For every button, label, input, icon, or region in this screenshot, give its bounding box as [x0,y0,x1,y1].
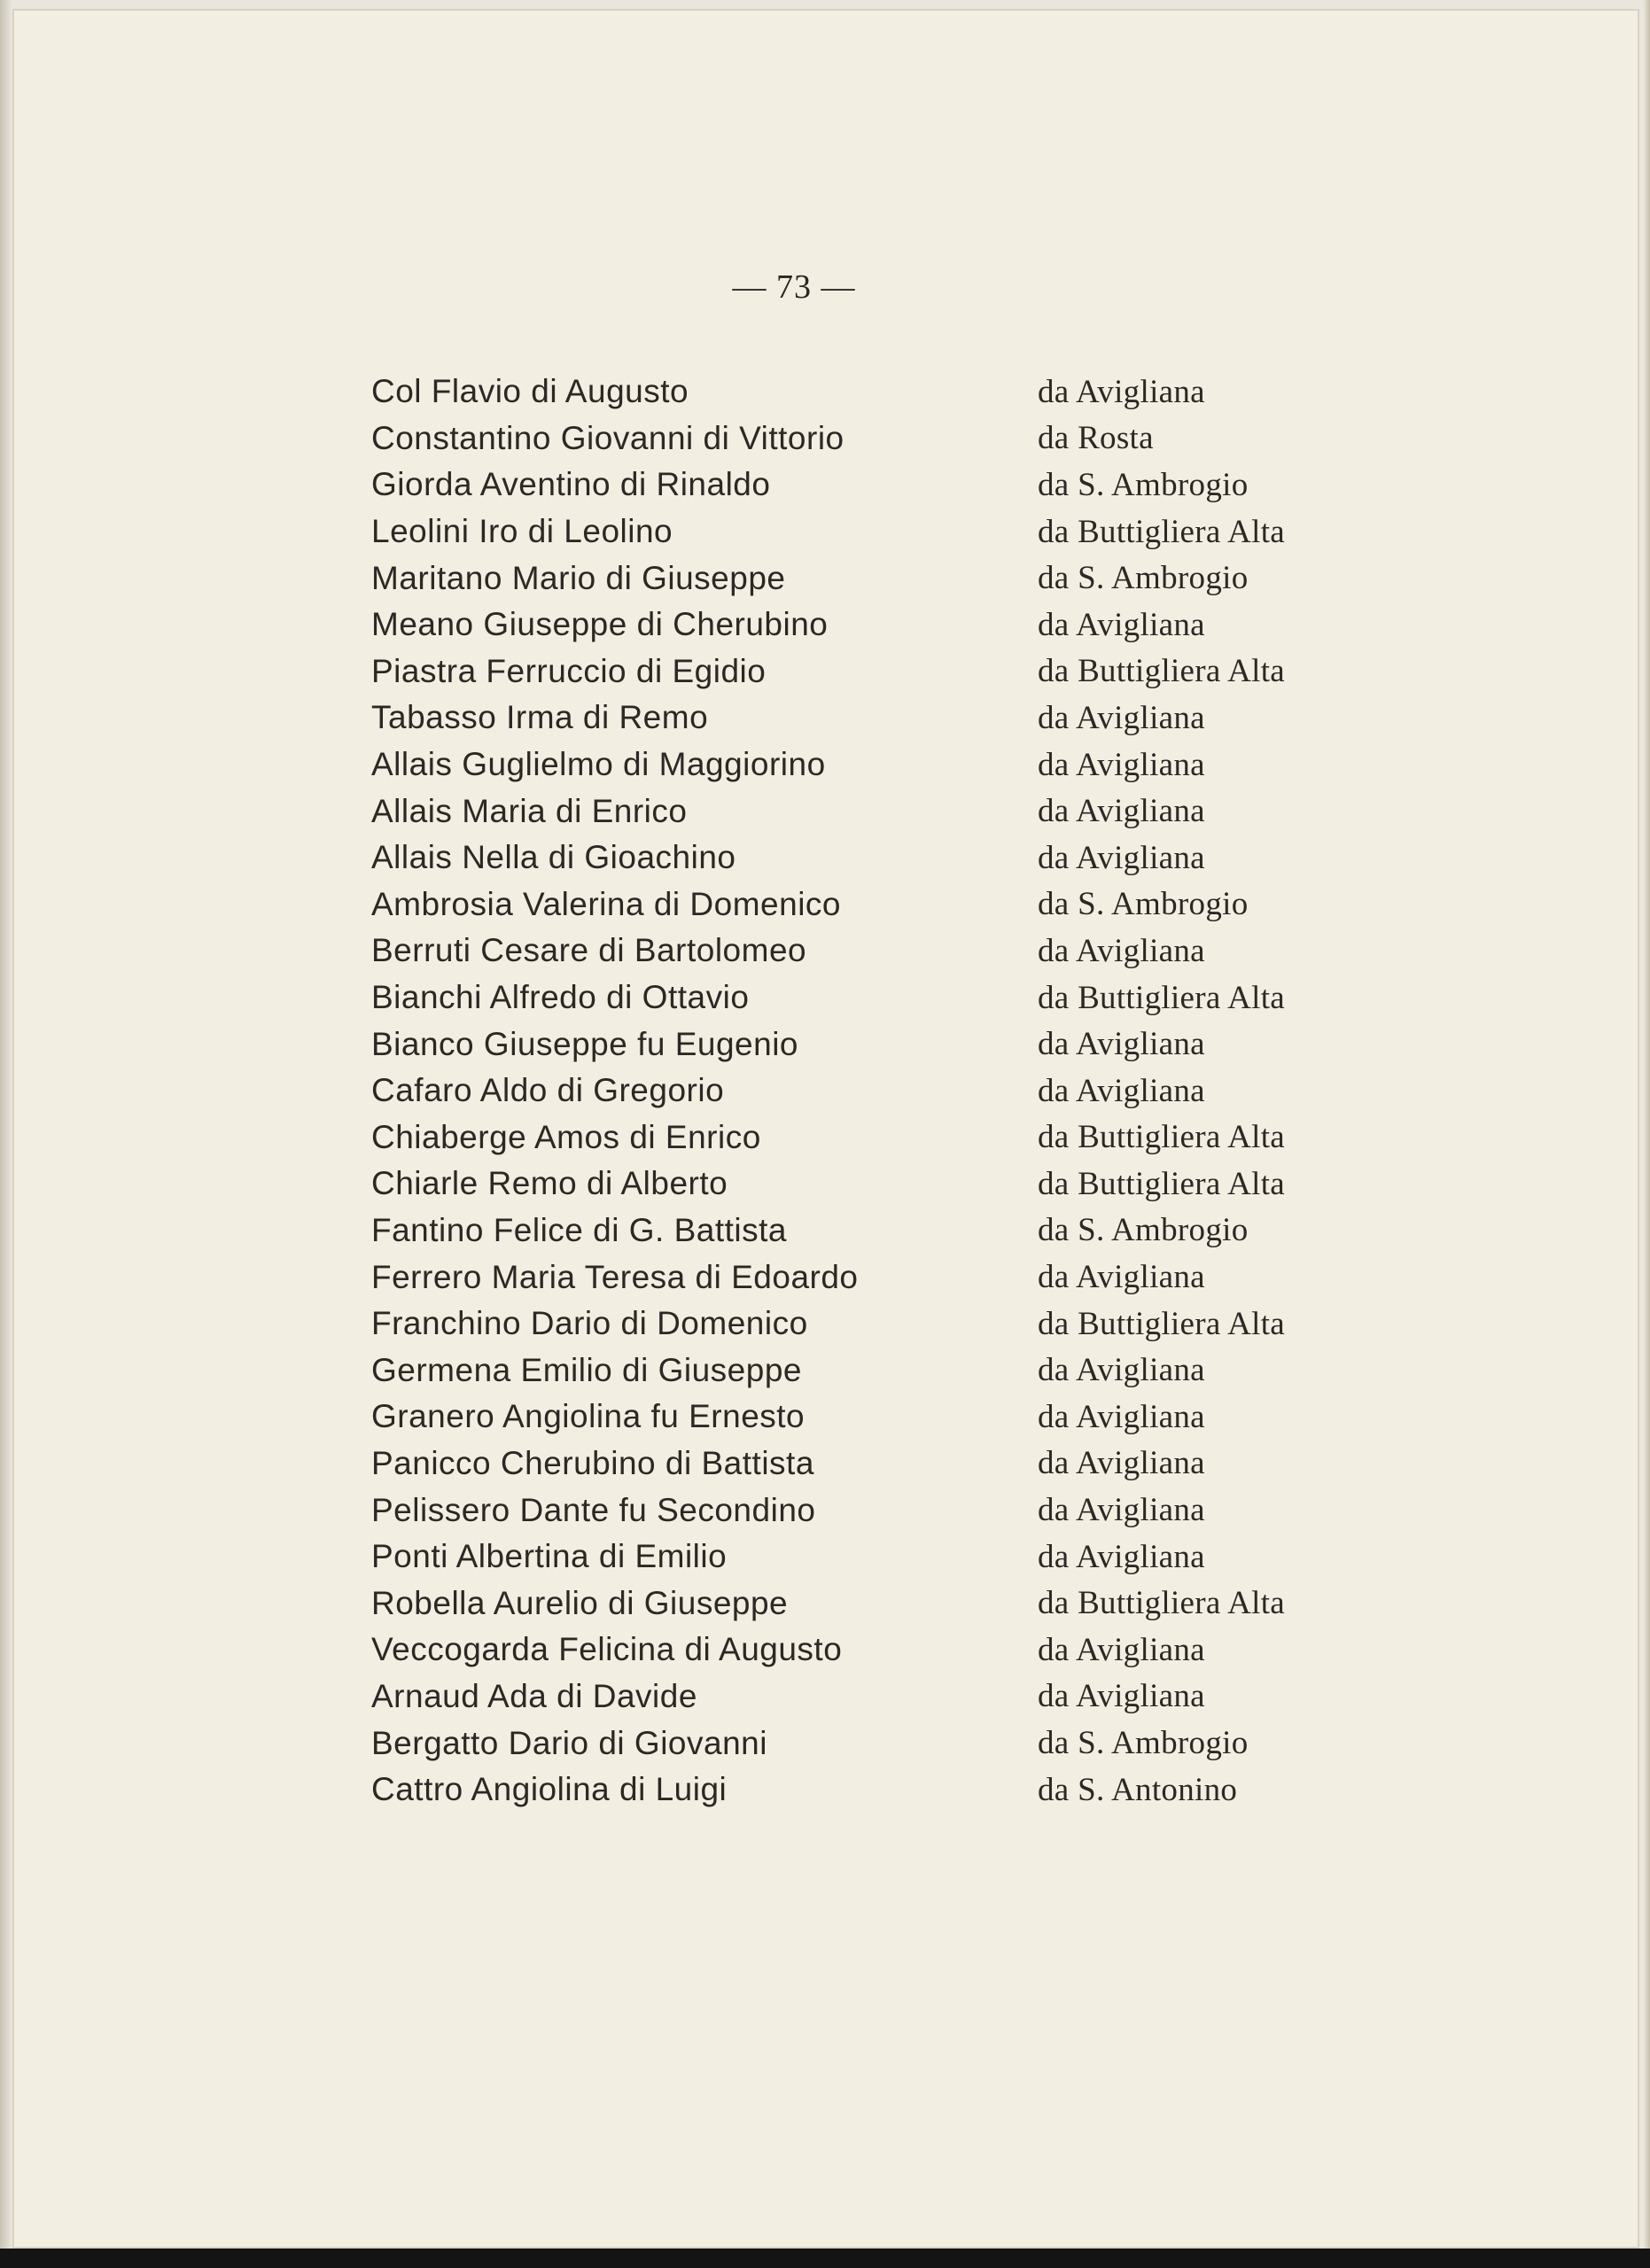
person-origin: da Buttigliera Alta [1038,1119,1286,1156]
page-number: — 73 — [732,268,856,306]
person-name: Giorda Aventino di Rinaldo [371,466,771,503]
list-item [371,1068,1346,1115]
list-item [371,462,1346,509]
scan-bottom-border [0,2249,1650,2268]
list-item [371,602,1346,649]
list-item [371,1767,1346,1814]
list-item [371,509,1346,555]
list-item [371,1347,1346,1394]
list-item [371,835,1346,882]
person-origin: da Buttigliera Alta [1038,1585,1286,1622]
list-item [371,649,1346,695]
list-item [371,882,1346,928]
name-list [371,369,1346,1813]
person-origin: da Avigliana [1038,1492,1205,1529]
list-item [371,1254,1346,1301]
person-origin: da Buttigliera Alta [1038,979,1286,1016]
person-name: Allais Guglielmo di Maggiorino [371,746,826,783]
person-origin: da Avigliana [1038,1259,1205,1296]
person-name: Meano Giuseppe di Cherubino [371,606,829,643]
person-origin: da S. Ambrogio [1038,560,1249,597]
person-origin: da S. Ambrogio [1038,466,1249,503]
person-origin: da Avigliana [1038,373,1205,410]
person-origin: da S. Ambrogio [1038,886,1249,923]
person-name: Bianchi Alfredo di Ottavio [371,979,750,1016]
list-item [371,788,1346,835]
person-origin: da Avigliana [1038,1026,1205,1063]
person-origin: da Avigliana [1038,746,1205,783]
person-origin: da Avigliana [1038,1678,1205,1715]
person-name: Ferrero Maria Teresa di Edoardo [371,1258,859,1295]
list-item [371,555,1346,602]
person-name: Allais Maria di Enrico [371,792,688,829]
person-name: Fantino Felice di G. Battista [371,1211,787,1248]
person-name: Chiaberge Amos di Enrico [371,1118,761,1155]
person-origin: da Avigliana [1038,839,1205,876]
person-name: Panicco Cherubino di Battista [371,1444,814,1481]
person-name: Franchino Dario di Domenico [371,1305,808,1342]
person-name: Granero Angiolina fu Ernesto [371,1398,806,1435]
list-item [371,369,1346,416]
person-origin: da Avigliana [1038,1398,1205,1435]
list-item [371,1674,1346,1720]
list-item [371,975,1346,1021]
person-name: Cafaro Aldo di Gregorio [371,1072,725,1109]
person-name: Berruti Cesare di Bartolomeo [371,932,807,969]
person-name: Allais Nella di Gioachino [371,839,736,876]
person-origin: da Avigliana [1038,1352,1205,1389]
person-origin: da Buttigliera Alta [1038,1305,1286,1342]
person-name: Chiarle Remo di Alberto [371,1165,728,1202]
person-name: Col Flavio di Augusto [371,373,689,410]
list-item [371,928,1346,975]
person-name: Tabasso Irma di Remo [371,699,709,736]
person-origin: da Avigliana [1038,1538,1205,1575]
list-item [371,1580,1346,1627]
scan-left-edge [0,0,12,2250]
person-name: Robella Aurelio di Giuseppe [371,1584,789,1621]
person-name: Bianco Giuseppe fu Eugenio [371,1025,799,1062]
person-origin: da S. Ambrogio [1038,1725,1249,1762]
list-item [371,1161,1346,1208]
person-origin: da Avigliana [1038,793,1205,830]
person-origin: da Buttigliera Alta [1038,653,1286,690]
list-item [371,1441,1346,1487]
list-item [371,1534,1346,1581]
person-name: Ponti Albertina di Emilio [371,1538,728,1575]
list-item [371,1301,1346,1348]
person-name: Ambrosia Valerina di Domenico [371,885,841,922]
person-name: Maritano Mario di Giuseppe [371,559,786,596]
person-name: Cattro Angiolina di Luigi [371,1771,728,1808]
list-item [371,742,1346,788]
person-origin: da Avigliana [1038,1631,1205,1668]
list-item [371,1021,1346,1068]
person-origin: da S. Ambrogio [1038,1212,1249,1249]
scan-right-edge [1643,0,1650,2250]
person-origin: da Rosta [1038,420,1154,457]
person-origin: da Avigliana [1038,1445,1205,1482]
person-name: Bergatto Dario di Giovanni [371,1724,767,1761]
person-origin: da Buttigliera Alta [1038,1165,1286,1202]
person-name: Arnaud Ada di Davide [371,1677,697,1714]
person-origin: da Avigliana [1038,606,1205,643]
list-item [371,1115,1346,1161]
list-item [371,695,1346,742]
list-item [371,416,1346,462]
person-origin: da S. Antonino [1038,1771,1238,1808]
person-origin: da Buttigliera Alta [1038,513,1286,550]
list-item [371,1720,1346,1767]
person-origin: da Avigliana [1038,699,1205,736]
person-name: Pelissero Dante fu Secondino [371,1491,816,1528]
person-name: Germena Emilio di Giuseppe [371,1351,802,1388]
person-origin: da Avigliana [1038,1072,1205,1109]
list-item [371,1394,1346,1441]
person-origin: da Avigliana [1038,932,1205,969]
list-item [371,1627,1346,1674]
person-name: Constantino Giovanni di Vittorio [371,419,844,456]
person-name: Piastra Ferruccio di Egidio [371,652,767,689]
person-name: Leolini Iro di Leolino [371,513,673,550]
list-item [371,1487,1346,1534]
person-name: Veccogarda Felicina di Augusto [371,1631,843,1668]
list-item [371,1208,1346,1254]
